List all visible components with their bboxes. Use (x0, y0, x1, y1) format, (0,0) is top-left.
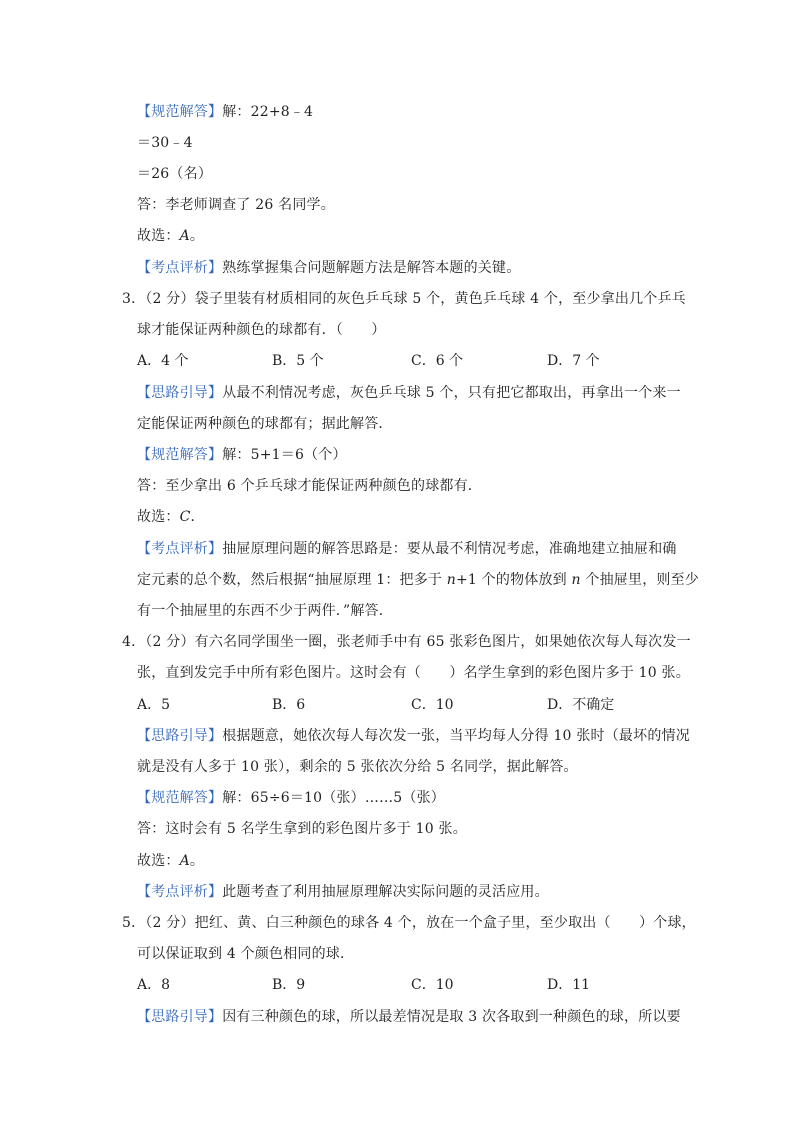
review-text: 熟练掌握集合问题解题方法是解答本题的关键。 (222, 260, 521, 276)
question-4-stem-cont: 张，直到发完手中所有彩色图片。这时会有（ ）名学生拿到的彩色图片多于 10 张。 (137, 665, 690, 681)
choice-suffix: 。 (189, 228, 205, 244)
review-text-part: 个抽屉里，则至少 (580, 572, 699, 588)
hint-text: 根据题意，她依次每人每次发一张，当平均每人分得 10 张时（最坏的情况 (222, 728, 690, 744)
reply-line: 答：至少拿出 6 个乒乓球才能保证两种颜色的球都有． (137, 478, 483, 494)
review-tag: 【考点评析】 (137, 884, 223, 900)
review-tag: 【考点评析】 (137, 260, 223, 276)
review-tag: 【考点评析】 (137, 541, 223, 557)
answer-tag: 【规范解答】 (137, 104, 223, 120)
option-c: C．6 个 (411, 353, 464, 369)
review-text-part: 定元素的总个数，然后根据“抽屉原理 1：把多于 (137, 572, 447, 588)
choice-suffix: 。 (189, 853, 205, 869)
review-line (137, 882, 549, 902)
review-text: 抽屉原理问题的解答思路是：要从最不利情况考虑，准确地建立抽屉和确 (222, 541, 677, 557)
hint-tag: 【思路引导】 (137, 1009, 223, 1025)
choice-letter: C (179, 509, 191, 525)
hint-line (137, 383, 681, 403)
answer-line (137, 102, 313, 122)
question-3-stem: 3．（2 分）袋子里装有材质相同的灰色乒乓球 5 个，黄色乒乓球 4 个，至少拿出几个乒乓 (122, 291, 686, 307)
choice-line (137, 851, 204, 871)
variable-n: n (571, 572, 581, 588)
hint-line (137, 1007, 681, 1027)
option-d: D．不确定 (547, 697, 615, 713)
choice-letter: A (179, 228, 190, 244)
variable-n: n (446, 572, 456, 588)
hint-line-cont: 就是没有人多于 10 张），剩余的 5 张依次分给 5 名同学，据此解答。 (137, 759, 578, 775)
choice-letter: A (179, 853, 190, 869)
choice-prefix: 故选： (137, 853, 180, 869)
option-d: D．11 (547, 977, 591, 993)
hint-tag: 【思路引导】 (137, 385, 223, 401)
hint-tag: 【思路引导】 (137, 728, 223, 744)
answer-text: 解：22+8﹣4 (222, 104, 314, 120)
option-d: D．7 个 (547, 353, 600, 369)
step-line: ＝26（名） (137, 166, 213, 182)
option-c: C．10 (411, 697, 454, 713)
option-c: C．10 (411, 977, 454, 993)
question-5-stem: 5．（2 分）把红、黄、白三种颜色的球各 4 个，放在一个盒子里，至少取出（ ）个球， (122, 915, 696, 931)
choice-line (137, 226, 204, 246)
step-line: ＝30﹣4 (137, 135, 193, 151)
answer-text: 解：5+1＝6（个） (222, 447, 347, 463)
option-b: B．9 (272, 977, 306, 993)
reply-line: 答：李老师调查了 26 名同学。 (137, 197, 335, 213)
question-4-stem: 4．（2 分）有六名同学围坐一圈，张老师手中有 65 张彩色图片，如果她依次每人每次发一 (122, 634, 691, 650)
hint-text: 从最不利情况考虑，灰色乒乓球 5 个，只有把它都取出，再拿出一个来一 (222, 385, 681, 401)
question-3-stem-cont: 球才能保证两种颜色的球都有．（ ） (137, 322, 386, 338)
answer-text: 解：65÷6＝10（张）……5（张） (222, 790, 445, 806)
choice-prefix: 故选： (137, 509, 180, 525)
hint-text: 因有三种颜色的球，所以最差情况是取 3 次各取到一种颜色的球，所以要 (222, 1009, 681, 1025)
option-b: B．6 (272, 697, 306, 713)
review-line (137, 539, 677, 559)
choice-prefix: 故选： (137, 228, 180, 244)
answer-line (137, 788, 445, 808)
answer-tag: 【规范解答】 (137, 790, 223, 806)
review-line-cont (137, 570, 699, 590)
review-text: 此题考查了利用抽屉原理解决实际问题的灵活应用。 (222, 884, 549, 900)
choice-line (137, 507, 205, 527)
hint-line-cont: 定能保证两种颜色的球都有；据此解答． (137, 416, 393, 432)
reply-line: 答：这时会有 5 名学生拿到的彩色图片多于 10 张。 (137, 821, 467, 837)
review-text-part: +1 个的物体放到 (455, 572, 572, 588)
question-5-stem-cont: 可以保证取到 4 个颜色相同的球． (137, 946, 355, 962)
choice-suffix: ． (190, 509, 205, 525)
option-b: B．5 个 (272, 353, 324, 369)
option-a: A．8 (137, 977, 171, 993)
hint-line (137, 726, 690, 746)
option-a: A．4 个 (137, 353, 189, 369)
review-line-cont: 有一个抽屉里的东西不少于两件．”解答． (137, 603, 393, 619)
answer-line (137, 445, 347, 465)
answer-tag: 【规范解答】 (137, 447, 223, 463)
review-line (137, 258, 520, 278)
option-a: A．5 (137, 697, 171, 713)
